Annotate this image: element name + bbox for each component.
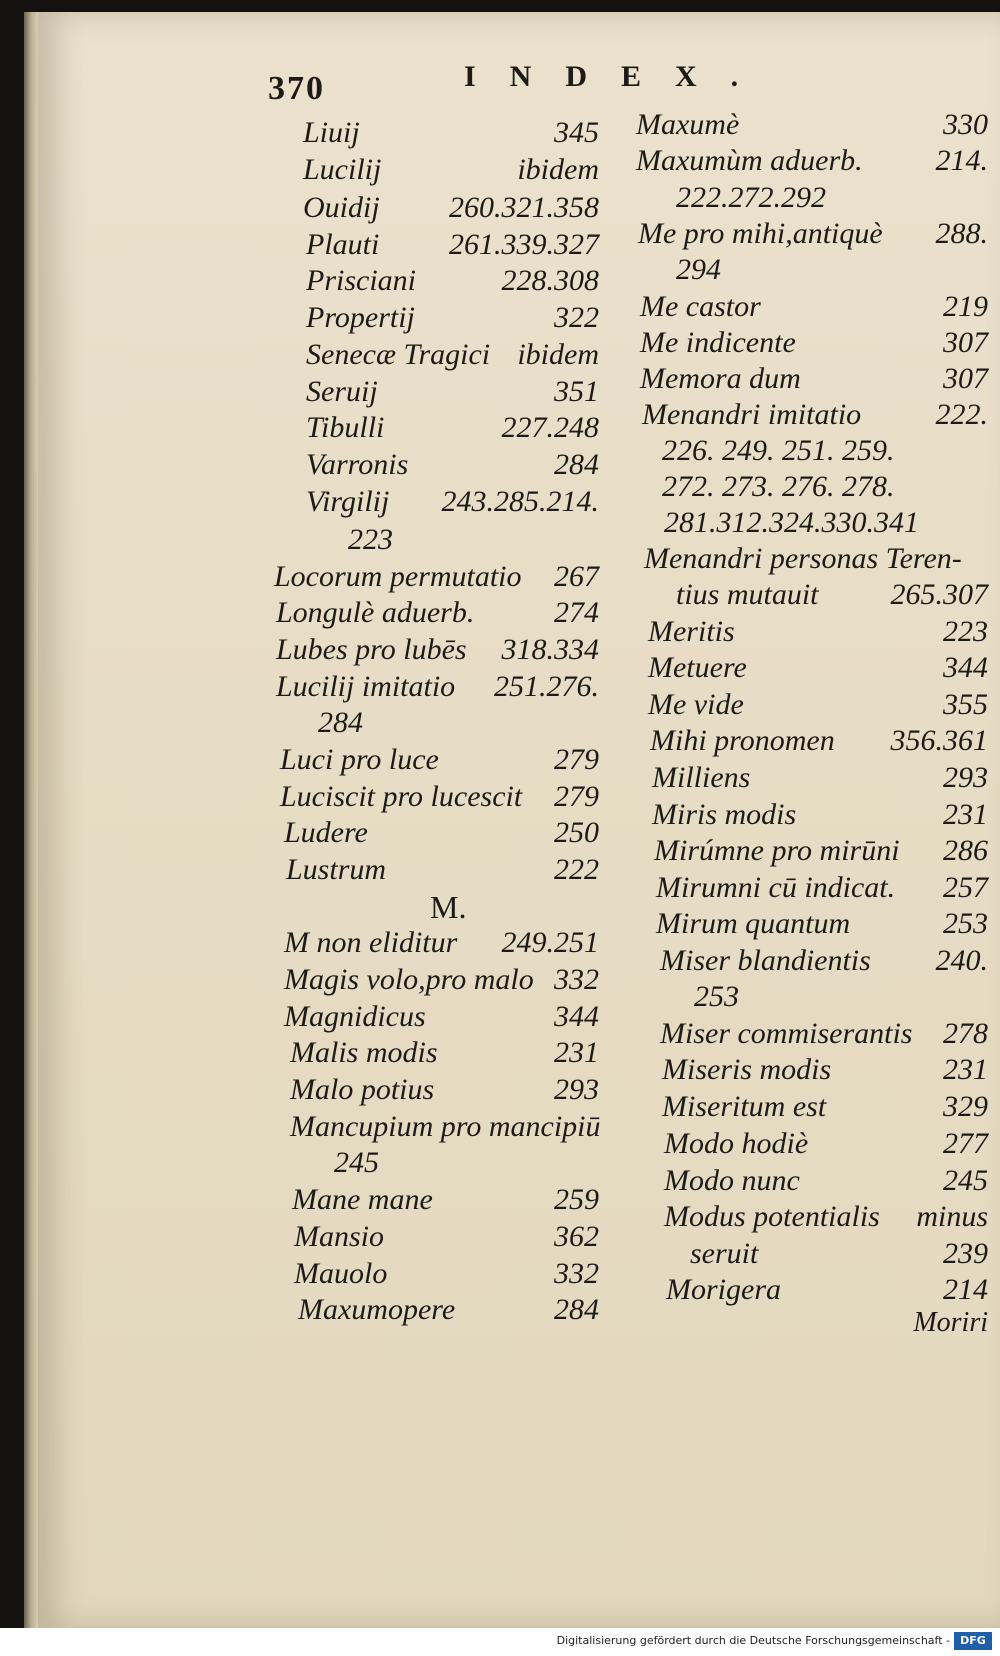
right-entry-term: Me castor bbox=[640, 290, 761, 323]
right-entry-term: Metuere bbox=[648, 651, 747, 684]
left-entry-term: M. bbox=[430, 889, 467, 925]
left-entry-term: Mancupium pro mancipiū bbox=[290, 1110, 601, 1143]
left-entry-term: Seruij bbox=[306, 375, 378, 408]
right-entry-term: Maxumè bbox=[636, 108, 740, 141]
right-entry-ref: 240. bbox=[935, 944, 988, 977]
left-entry-term: M non eliditur bbox=[284, 926, 458, 959]
left-entry-ref: 322 bbox=[554, 301, 599, 334]
right-entry-term: Modo nunc bbox=[664, 1164, 800, 1197]
right-entry-ref: 231 bbox=[943, 1053, 988, 1086]
catchword: Moriri bbox=[913, 1307, 988, 1338]
left-entry-term: Ludere bbox=[284, 816, 368, 849]
right-entry-ref: 239 bbox=[943, 1237, 988, 1270]
right-entry-ref: 329 bbox=[943, 1090, 988, 1123]
right-entry-term: Miris modis bbox=[652, 798, 797, 831]
right-entry-ref: 286 bbox=[943, 834, 988, 867]
right-entry-term: Menandri imitatio bbox=[642, 398, 862, 431]
right-entry-ref: 294 bbox=[676, 253, 721, 286]
left-entry-ref: 222 bbox=[554, 853, 599, 886]
left-entry-ref: 344 bbox=[554, 1000, 599, 1033]
left-entry-term: Malis modis bbox=[290, 1036, 438, 1069]
right-entry-term: Miseris modis bbox=[662, 1053, 832, 1086]
left-entry-ref: 284 bbox=[318, 706, 363, 739]
left-entry-term: Luci pro luce bbox=[280, 743, 439, 776]
left-entry-ref: 332 bbox=[554, 1257, 599, 1290]
left-entry-ref: 228.308 bbox=[501, 264, 599, 297]
right-entry-ref: 245 bbox=[943, 1164, 988, 1197]
right-entry-term: Mirumni cū indicat. bbox=[656, 871, 896, 904]
right-entry-term: Mirum quantum bbox=[656, 907, 851, 940]
page-title: INDEX. bbox=[464, 60, 773, 93]
left-entry-ref: 351 bbox=[554, 375, 599, 408]
right-entry-term: tius mutauit bbox=[676, 578, 819, 611]
left-entry-term: Virgilij bbox=[306, 485, 390, 518]
right-entry-term: Miser blandientis bbox=[660, 944, 871, 977]
right-entry-ref: minus bbox=[916, 1200, 988, 1233]
dfg-logo: DFG bbox=[954, 1632, 992, 1650]
right-entry-ref: 257 bbox=[943, 871, 988, 904]
right-entry-term: Milliens bbox=[652, 761, 751, 794]
right-entry-ref: 356.361 bbox=[890, 724, 988, 757]
left-entry-term: Plauti bbox=[306, 228, 380, 261]
left-entry-ref: 332 bbox=[554, 963, 599, 996]
right-entry-ref: 278 bbox=[943, 1017, 988, 1050]
left-entry-ref: 231 bbox=[554, 1036, 599, 1069]
left-entry-ref: ibidem bbox=[517, 338, 599, 371]
left-entry-ref: 243.285.214. bbox=[441, 485, 599, 518]
right-entry-ref: 293 bbox=[943, 761, 988, 794]
left-entry-term: Lucilij bbox=[303, 153, 382, 186]
right-entry-ref: 307 bbox=[943, 326, 988, 359]
left-entry-term: Lustrum bbox=[286, 853, 387, 886]
right-entry-ref: 355 bbox=[943, 688, 988, 721]
right-entry-ref: 214. bbox=[935, 144, 988, 177]
left-entry-term: Mauolo bbox=[294, 1257, 388, 1290]
left-entry-ref: 261.339.327 bbox=[449, 228, 599, 261]
right-entry-term: Mirúmne pro mirūni bbox=[654, 834, 900, 867]
right-entry-term: Miser commiserantis bbox=[660, 1017, 913, 1050]
left-entry-ref: 249.251 bbox=[501, 926, 599, 959]
right-entry-term: Morigera bbox=[666, 1273, 781, 1306]
right-entry-ref: 307 bbox=[943, 362, 988, 395]
right-entry-term: Me pro mihi,antiquè bbox=[638, 217, 883, 250]
left-entry-ref: 284 bbox=[554, 1293, 599, 1326]
left-entry-ref: 318.334 bbox=[501, 633, 599, 666]
right-entry-ref: 330 bbox=[943, 108, 988, 141]
left-entry-term: Propertij bbox=[306, 301, 415, 334]
left-entry-term: Magnidicus bbox=[284, 1000, 426, 1033]
right-entry-term: Memora dum bbox=[640, 362, 801, 395]
left-entry-ref: 284 bbox=[554, 448, 599, 481]
page-number: 370 bbox=[268, 70, 325, 107]
right-entry-ref: 265.307 bbox=[890, 578, 988, 611]
left-entry-term: Ouidij bbox=[303, 191, 380, 224]
left-entry-term: Malo potius bbox=[290, 1073, 435, 1106]
left-entry-term: Prisciani bbox=[306, 264, 416, 297]
left-entry-term: Tibulli bbox=[306, 411, 385, 444]
right-entry-term: Miseritum est bbox=[662, 1090, 827, 1123]
right-entry-ref: 223 bbox=[943, 615, 988, 648]
right-entry-term: Me vide bbox=[648, 688, 744, 721]
left-entry-term: Luciscit pro lucescit bbox=[280, 780, 523, 813]
right-entry-term: Maxumùm aduerb. bbox=[636, 144, 863, 177]
right-entry-ref: 281.312.324.330.341 bbox=[664, 506, 919, 539]
left-entry-term: Locorum permutatio bbox=[274, 560, 522, 593]
left-entry-ref: 293 bbox=[554, 1073, 599, 1106]
left-entry-ref: 250 bbox=[554, 816, 599, 849]
page-gutter bbox=[24, 12, 38, 1628]
right-entry-ref: 231 bbox=[943, 798, 988, 831]
left-entry-ref: 267 bbox=[554, 560, 599, 593]
right-entry-ref: 219 bbox=[943, 290, 988, 323]
left-entry-ref: 260.321.358 bbox=[449, 191, 599, 224]
right-entry-ref: 253 bbox=[694, 980, 739, 1013]
left-entry-term: Maxumopere bbox=[298, 1293, 456, 1326]
right-entry-ref: 277 bbox=[943, 1127, 988, 1160]
right-entry-term: Modus potentialis bbox=[664, 1200, 880, 1233]
left-entry-ref: 223 bbox=[348, 523, 393, 556]
right-entry-ref: 253 bbox=[943, 907, 988, 940]
right-entry-ref: 226. 249. 251. 259. bbox=[662, 434, 895, 467]
left-entry-term: Longulè aduerb. bbox=[276, 596, 475, 629]
right-entry-ref: 214 bbox=[943, 1273, 988, 1306]
right-entry-term: seruit bbox=[690, 1237, 759, 1270]
right-entry-term: Me indicente bbox=[640, 326, 796, 359]
right-entry-term: Meritis bbox=[648, 615, 735, 648]
left-entry-term: Lubes pro lubēs bbox=[276, 633, 467, 666]
left-entry-ref: 251.276. bbox=[494, 670, 599, 703]
left-entry-term: Mansio bbox=[294, 1220, 384, 1253]
left-entry-ref: 245 bbox=[334, 1146, 379, 1179]
left-entry-term: Liuij bbox=[303, 116, 360, 149]
right-entry-term: Menandri personas Teren- bbox=[644, 542, 962, 575]
right-entry-ref: 344 bbox=[943, 651, 988, 684]
left-entry-ref: 362 bbox=[554, 1220, 599, 1253]
left-entry-ref: 274 bbox=[554, 596, 599, 629]
funding-notice: Digitalisierung gefördert durch die Deutsche Forschungsgemeinschaft - bbox=[556, 1634, 950, 1647]
left-entry-ref: 345 bbox=[554, 116, 599, 149]
right-entry-ref: 288. bbox=[935, 217, 988, 250]
right-entry-ref: 272. 273. 276. 278. bbox=[662, 470, 895, 503]
left-entry-ref: 227.248 bbox=[501, 411, 599, 444]
left-entry-term: Mane mane bbox=[292, 1183, 433, 1216]
left-entry-ref: 279 bbox=[554, 780, 599, 813]
left-entry-term: Varronis bbox=[306, 448, 409, 481]
footer-bar bbox=[0, 1628, 1000, 1656]
right-entry-term: Mihi pronomen bbox=[650, 724, 835, 757]
left-entry-ref: 279 bbox=[554, 743, 599, 776]
left-entry-ref: ibidem bbox=[517, 153, 599, 186]
left-entry-term: Senecæ Tragici bbox=[306, 338, 491, 371]
left-entry-ref: 259 bbox=[554, 1183, 599, 1216]
right-entry-ref: 222. bbox=[935, 398, 988, 431]
right-entry-term: Modo hodiè bbox=[664, 1127, 809, 1160]
left-entry-term: Lucilij imitatio bbox=[276, 670, 456, 703]
left-entry-term: Magis volo,pro malo bbox=[284, 963, 534, 996]
right-entry-ref: 222.272.292 bbox=[676, 181, 826, 214]
